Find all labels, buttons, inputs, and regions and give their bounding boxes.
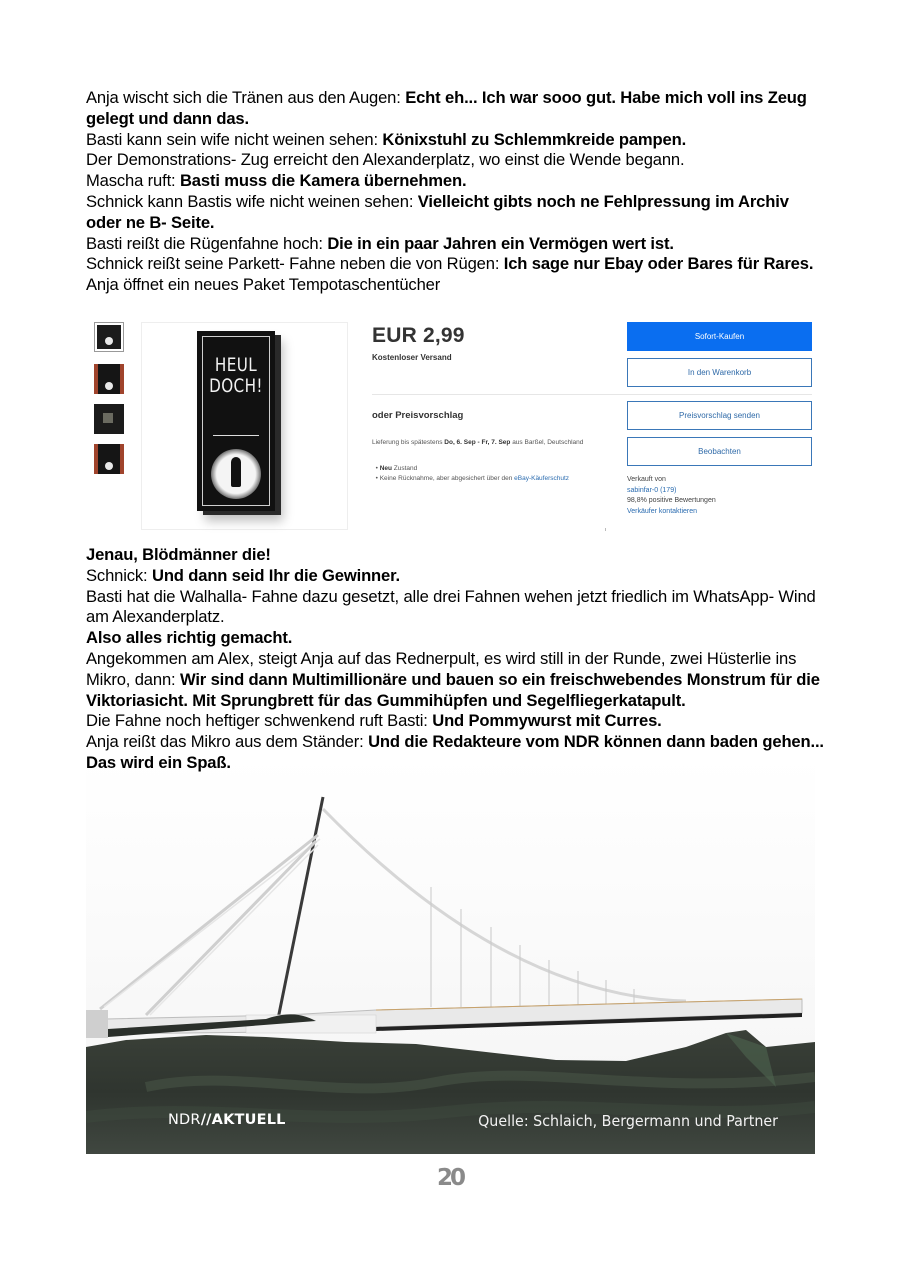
story-line: Die Fahne noch heftiger schwenkend ruft Basti: Und Pommywurst mit Curres. xyxy=(86,711,662,731)
story-line: Basti reißt die Rügenfahne hoch: Die in ein paar Jahren ein Vermögen wert ist. xyxy=(86,233,674,253)
story-line: Mascha ruft: Basti muss die Kamera übernehmen. xyxy=(86,171,467,191)
product-thumbnail[interactable] xyxy=(94,444,124,474)
image-source-caption: Quelle: Schlaich, Bergermann und Partner xyxy=(478,1112,778,1130)
make-offer-button[interactable]: Preisvorschlag senden xyxy=(627,401,812,430)
product-thumbnail[interactable] xyxy=(94,322,124,352)
product-main-image xyxy=(141,322,348,530)
story-line: Angekommen am Alex, steigt Anja auf das Rednerpult, es wird still in der Runde, zwei Hüsterlie ins Mikro, dann: Wir sind dann Multimillionäre und bauen so ein freischwebendes Monstrum für die Viktoriasicht. Mit Sprungbrett für das Gummihüpfen und Segelfliegerkatapult. xyxy=(86,648,820,710)
ndr-aktuell-logo: NDR//AKTUELL xyxy=(168,1112,286,1128)
story-line: Schnick kann Bastis wife nicht weinen sehen: Vielleicht gibts noch ne Fehlpressung im Archiv oder ne B- Seite. xyxy=(86,191,789,232)
add-to-cart-button[interactable]: In den Warenkorb xyxy=(627,358,812,387)
story-line: Schnick reißt seine Parkett- Fahne neben die von Rügen: Ich sage nur Ebay oder Bares für Rares. xyxy=(86,254,814,274)
story-text-part-2 xyxy=(86,545,826,774)
heul-doch-box-image: HEUL DOCH! xyxy=(197,331,275,511)
story-line: Anja reißt das Mikro aus dem Ständer: Und die Redakteure vom NDR können dann baden gehen... xyxy=(86,732,824,752)
story-text-part-1 xyxy=(86,88,826,296)
contact-seller-link[interactable]: Verkäufer kontaktieren xyxy=(627,507,698,515)
bridge-rendering-image xyxy=(86,757,815,1154)
product-thumbnail[interactable] xyxy=(94,364,124,394)
buy-now-button[interactable]: Sofort-Kaufen xyxy=(627,322,812,351)
divider xyxy=(372,394,812,395)
story-line: Anja wischt sich die Tränen aus den Augen: Echt eh... Ich war sooo gut. Habe mich voll ins Zeug gelegt und dann das. xyxy=(86,88,807,128)
story-line: Das wird ein Spaß. xyxy=(86,752,231,772)
delivery-info: Lieferung bis spätestens Do, 6. Sep - Fr, 7. Sep aus Barßel, Deutschland xyxy=(372,439,584,446)
item-details: • Neu Zustand • Keine Rücknahme, aber abgesichert über den eBay-Käuferschutz xyxy=(372,465,570,482)
buyer-protection-link[interactable]: eBay-Käuferschutz xyxy=(514,475,570,482)
product-thumbnail[interactable] xyxy=(94,404,124,434)
story-line: Anja öffnet ein neues Paket Tempotaschentücher xyxy=(86,275,441,295)
seller-name-link[interactable]: sabinfar-0 (179) xyxy=(627,486,677,494)
seller-info: Verkauft von sabinfar-0 (179) 98,8% positive Bewertungen Verkäufer kontaktieren xyxy=(627,475,716,517)
offer-heading: oder Preisvorschlag xyxy=(372,410,464,421)
bridge-illustration xyxy=(86,757,815,1154)
story-line: Jenau, Blödmänner die! xyxy=(86,545,271,564)
story-line: Schnick: Und dann seid Ihr die Gewinner. xyxy=(86,565,400,585)
watch-button[interactable]: Beobachten xyxy=(627,437,812,466)
story-line: Der Demonstrations- Zug erreicht den Alexanderplatz, wo einst die Wende begann. xyxy=(86,150,685,170)
ebay-listing-screenshot xyxy=(86,318,826,536)
story-line: Basti hat die Walhalla- Fahne dazu gesetzt, alle drei Fahnen wehen jetzt friedlich im WhatsApp- Wind am Alexanderplatz. xyxy=(86,586,816,627)
shipping-info: Kostenloser Versand xyxy=(372,353,452,362)
story-line: Basti kann sein wife nicht weinen sehen: Könixstuhl zu Schlemmkreide pampen. xyxy=(86,129,687,149)
item-price: EUR 2,99 xyxy=(372,324,465,347)
cliff-terrain xyxy=(86,1030,815,1154)
story-line: Also alles richtig gemacht. xyxy=(86,628,293,648)
page-number: 20 xyxy=(436,1165,463,1191)
